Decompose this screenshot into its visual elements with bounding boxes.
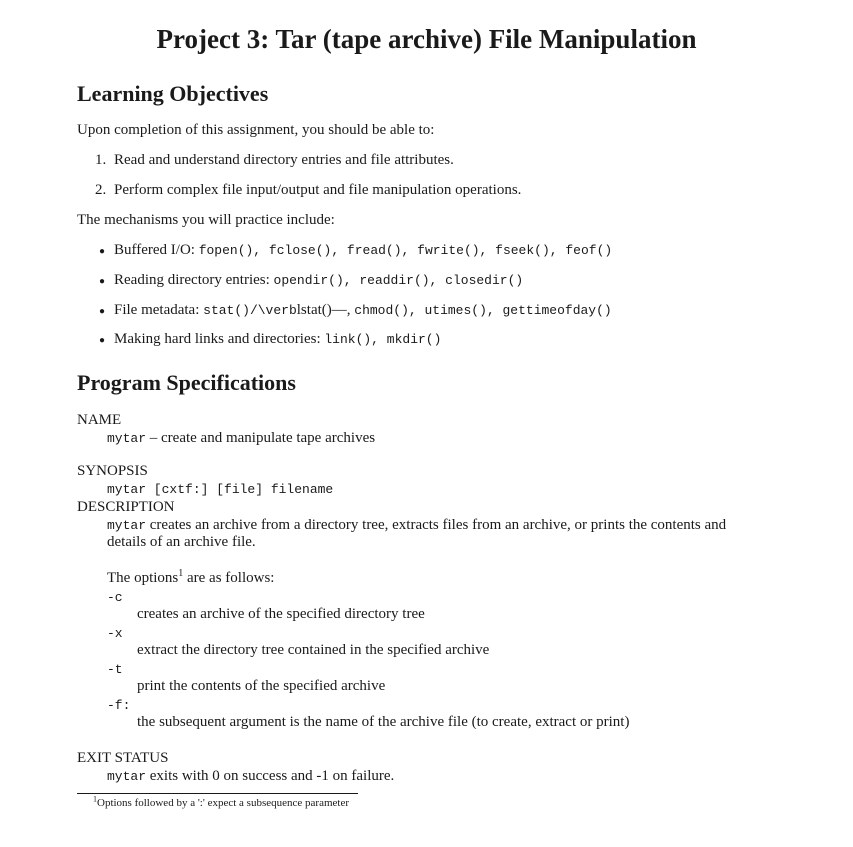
list-item bbox=[95, 153, 454, 168]
objectives-intro: Upon completion of this assignment, you should be able to: bbox=[77, 122, 435, 138]
mechanism-code: stat()/\verb bbox=[203, 303, 297, 318]
objective-number: 2. bbox=[95, 182, 107, 198]
bullet-icon: ● bbox=[99, 246, 106, 257]
page-title: Project 3: Tar (tape archive) File Manipulation bbox=[156, 24, 697, 54]
name-line bbox=[107, 431, 375, 446]
list-item bbox=[114, 273, 523, 288]
option-flag: -t bbox=[107, 662, 123, 677]
list-item bbox=[114, 332, 441, 347]
footnote-ref: 1 bbox=[178, 568, 184, 579]
mechanism-code: link(), mkdir() bbox=[324, 332, 442, 347]
mechanism-label: Buffered I/O: bbox=[114, 242, 199, 258]
exit-status-line bbox=[107, 769, 394, 784]
description-text: creates an archive from a directory tree, extracts files from an archive, or prints the contents and bbox=[146, 517, 727, 533]
mechanism-text: lstat()—, bbox=[296, 302, 355, 318]
option-description: creates an archive of the specified directory tree bbox=[137, 606, 425, 622]
list-item bbox=[114, 243, 612, 258]
option-flag: -x bbox=[107, 626, 123, 641]
options-intro-end: are as follows: bbox=[183, 570, 275, 586]
objective-text: Read and understand directory entries and file attributes. bbox=[114, 152, 454, 168]
option-flag: -f: bbox=[107, 698, 131, 713]
synopsis-text: mytar [cxtf:] [file] filename bbox=[107, 482, 334, 497]
mechanism-label: Reading directory entries: bbox=[114, 272, 274, 288]
command-name: mytar bbox=[107, 769, 147, 784]
mechanism-code: opendir(), readdir(), closedir() bbox=[273, 273, 524, 288]
mechanism-code: fopen(), fclose(), fread(), fwrite(), fseek(), feof() bbox=[198, 243, 613, 258]
description-label: DESCRIPTION bbox=[77, 499, 175, 515]
exit-status-label: EXIT STATUS bbox=[77, 750, 169, 766]
footnote-divider bbox=[77, 793, 358, 794]
objective-number: 1. bbox=[95, 152, 107, 168]
bullet-icon: ● bbox=[99, 276, 106, 287]
mechanism-code: chmod(), utimes(), gettimeofday() bbox=[354, 303, 612, 318]
option-description: the subsequent argument is the name of the archive file (to create, extract or print) bbox=[137, 714, 630, 730]
name-label: NAME bbox=[77, 412, 122, 428]
synopsis-label: SYNOPSIS bbox=[77, 463, 148, 479]
footnote bbox=[93, 794, 349, 809]
footnote-mark: 1 bbox=[93, 794, 97, 804]
bullet-icon: ● bbox=[99, 335, 106, 346]
mechanism-label: Making hard links and directories: bbox=[114, 331, 325, 347]
mechanisms-intro: The mechanisms you will practice include: bbox=[77, 212, 335, 228]
mechanism-label: File metadata: bbox=[114, 302, 204, 318]
description-line-1 bbox=[107, 518, 726, 533]
name-description: – create and manipulate tape archives bbox=[146, 430, 376, 446]
exit-status-text: exits with 0 on success and -1 on failure. bbox=[146, 768, 395, 784]
options-intro bbox=[107, 568, 275, 586]
footnote-text: Options followed by a ':' expect a subsequence parameter bbox=[97, 797, 349, 809]
options-intro-text: The options bbox=[107, 570, 179, 586]
list-item bbox=[114, 303, 612, 318]
option-flag: -c bbox=[107, 590, 123, 605]
command-name: mytar bbox=[107, 431, 147, 446]
description-line-2: details of an archive file. bbox=[107, 534, 256, 550]
bullet-icon: ● bbox=[99, 306, 106, 317]
program-specifications-heading: Program Specifications bbox=[77, 370, 296, 395]
command-name: mytar bbox=[107, 518, 147, 533]
learning-objectives-heading: Learning Objectives bbox=[77, 81, 269, 106]
list-item bbox=[95, 183, 521, 198]
option-description: print the contents of the specified archive bbox=[137, 678, 386, 694]
option-description: extract the directory tree contained in the specified archive bbox=[137, 642, 490, 658]
objective-text: Perform complex file input/output and file manipulation operations. bbox=[114, 182, 522, 198]
